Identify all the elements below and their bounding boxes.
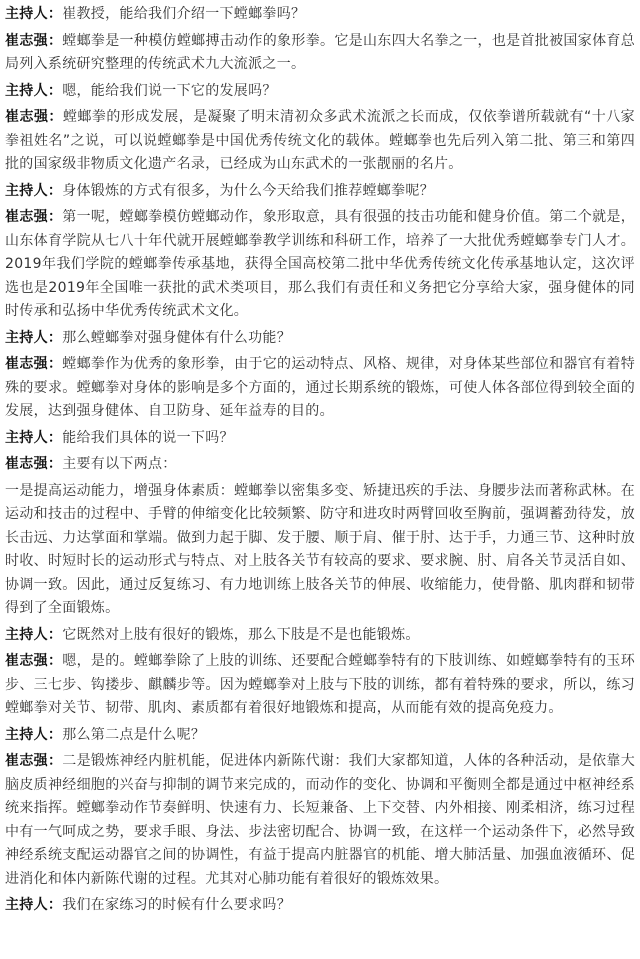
speaker-label: 崔志强： [5, 456, 63, 472]
dialogue-line [5, 30, 635, 77]
dialogue-line [5, 427, 635, 451]
speaker-label: 崔志强： [5, 109, 63, 125]
dialogue-text: 二是锻炼神经内脏机能，促进体内新陈代谢：我们大家都知道，人体的各种活动，是依靠大脑皮质神经细胞的兴奋与抑制的调节来完成的，而动作的变化、协调和平衡则全都是通过中枢神经系统来指挥。螳螂拳动作节奏鲜明、快速有力、长短兼备、上下交替、内外相接、刚柔相济，练习过程中有一气呵成之势，要求手眼、身法、步法密切配合、协调一致，在这样一个运动条件下，必然导致神经系统支配运动器官之间的协调性，有益于提高内脏器官的机能、增大肺活量、加强血液循环、促进消化和体内新陈代谢的过程。尤其对心肺功能有着很好的锻炼效果。 [5, 753, 636, 887]
dialogue-line [5, 180, 635, 204]
dialogue-line [5, 80, 635, 104]
dialogue-text: 螳螂拳作为优秀的象形拳，由于它的运动特点、风格、规律，对身体某些部位和器官有着特殊的要求。螳螂拳对身体的影响是多个方面的，通过长期系统的锻炼，可使人体各部位得到较全面的发展，达到强身健体、自卫防身、延年益寿的目的。 [5, 356, 636, 419]
dialogue-line [5, 453, 635, 477]
dialogue-line [5, 650, 635, 721]
dialogue-line [5, 353, 635, 424]
speaker-label: 主持人： [5, 6, 63, 22]
dialogue-line [5, 3, 635, 27]
dialogue-line [5, 894, 635, 918]
dialogue-text: 崔教授，能给我们介绍一下螳螂拳吗？ [62, 6, 306, 22]
speaker-label: 主持人： [5, 182, 63, 199]
speaker-label: 主持人： [5, 329, 63, 346]
dialogue-line [5, 206, 635, 324]
dialogue-text: 那么第二点是什么呢？ [62, 726, 206, 743]
dialogue-text: 它既然对上肢有很好的锻炼，那么下肢是不是也能锻炼。 [62, 626, 420, 643]
dialogue-text: 嗯，是的。螳螂拳除了上肢的训练、还要配合螳螂拳特有的下肢训练、如螳螂拳特有的玉环步、三七步、钩搂步、麒麟步等。因为螳螂拳对上肢与下肢的训练，都有着特殊的要求，所以，练习螳螂拳对关节、韧带、肌肉、素质都有着很好地锻炼和提高，从而能有效的提高免疫力。 [5, 653, 636, 716]
dialogue-text: 嗯，能给我们说一下它的发展吗？ [62, 82, 277, 99]
dialogue-text: 一是提高运动能力，增强身体素质：螳螂拳以密集多变、矫捷迅疾的手法、身腰步法而著称武林。在运动和技击的过程中、手臂的伸缩变化比较频繁、防守和进攻时两臂回收至胸前，强调蓄劲待发，放长击远、力达掌面和掌端。做到力起于脚、发于腰、顺于肩、催于肘、达于手，力通三节、这种时放时收、时短时长的运动形式与特点、对上肢各关节有较高的要求、要求腕、肘、肩各关节灵活自如、协调一致。因此，通过反复练习、有力地训练上肢各关节的伸展、收缩能力，使骨骼、肌肉群和韧带得到了全面锻炼。 [5, 482, 635, 616]
dialogue-line [5, 624, 635, 648]
speaker-label: 崔志强： [5, 356, 63, 372]
speaker-label: 崔志强： [5, 32, 63, 49]
dialogue-line [5, 724, 635, 748]
dialogue-line [5, 480, 635, 621]
speaker-label: 崔志强： [5, 653, 63, 669]
dialogue-line [5, 327, 635, 351]
dialogue-text: 那么螳螂拳对强身健体有什么功能？ [62, 329, 292, 346]
dialogue-line [5, 750, 635, 891]
dialogue-text: 螳螂拳的形成发展，是凝聚了明末清初众多武术流派之长而成，仅依拳谱所载就有“十八家拳祖姓名”之说，可以说螳螂拳是中国优秀传统文化的载体。螳螂拳也先后列入第二批、第三和第四批的国家级非物质文化遗产名录，已经成为山东武术的一张靓丽的名片。 [5, 109, 635, 172]
speaker-label: 主持人： [5, 82, 63, 99]
dialogue-text: 能给我们具体的说一下吗？ [62, 429, 234, 446]
dialogue-text: 身体锻炼的方式有很多，为什么今天给我们推荐螳螂拳呢？ [62, 182, 435, 199]
speaker-label: 主持人： [5, 726, 63, 743]
speaker-label: 主持人： [5, 429, 63, 446]
speaker-label: 崔志强： [5, 753, 63, 769]
speaker-label: 主持人： [5, 897, 63, 913]
dialogue-text: 主要有以下两点： [62, 456, 177, 472]
dialogue-text: 螳螂拳是一种模仿螳螂搏击动作的象形拳。它是山东四大名拳之一，也是首批被国家体育总局列入系统研究整理的传统武术九大流派之一。 [5, 32, 636, 72]
dialogue-text: 我们在家练习的时候有什么要求吗？ [62, 897, 292, 913]
dialogue-text: 第一呢，螳螂拳模仿螳螂动作，象形取意，具有很强的技击功能和健身价值。第二个就是，山东体育学院从七八十年代就开展螳螂拳教学训练和科研工作，培养了一大批优秀螳螂拳专门人才。2019年我们学院的螳螂拳传承基地，获得全国高校第二批中华优秀传统文化传承基地认定，这次评选也是2019年全国唯一获批的武术类项目，那么我们有责任和义务把它分享给大家，强身健体的同时传承和弘扬中华优秀传统武术文化。 [5, 209, 636, 319]
speaker-label: 崔志强： [5, 209, 63, 225]
dialogue-line [5, 106, 635, 177]
speaker-label: 主持人： [5, 626, 63, 643]
